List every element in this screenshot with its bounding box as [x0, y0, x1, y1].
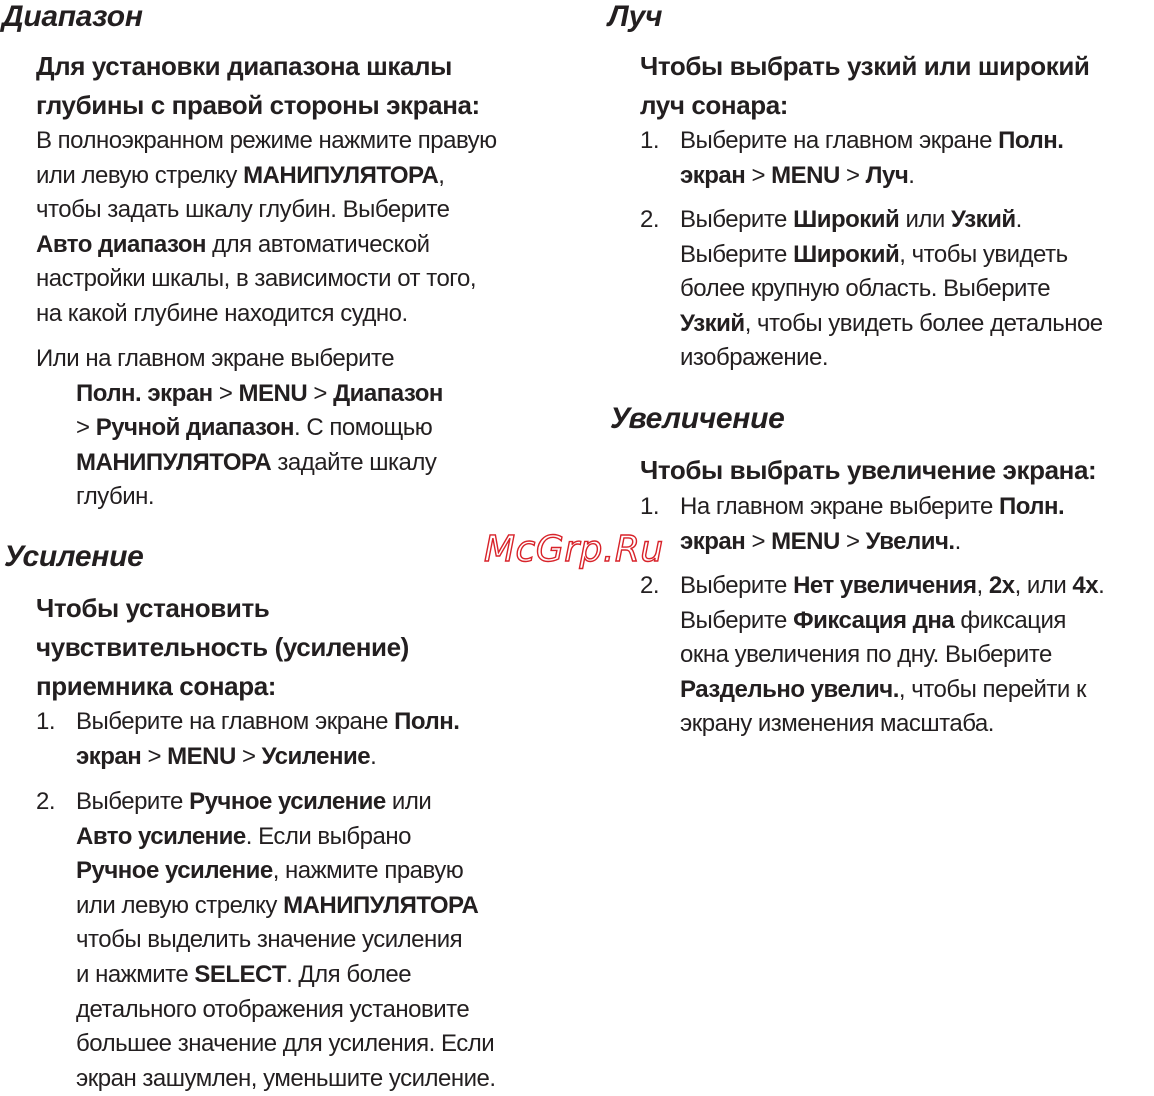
range-subtitle-line1: Для установки диапазона шкалы — [36, 51, 452, 81]
text: > — [307, 379, 334, 407]
text: Выберите — [680, 572, 794, 599]
text: Выберите — [76, 788, 190, 815]
text: для автоматической — [206, 230, 430, 258]
beam-subtitle-line1: Чтобы выбрать узкий или широкий — [640, 51, 1090, 81]
zoom-subtitle-line1: Чтобы выбрать увеличение экрана: — [640, 455, 1097, 485]
ui-term: МАНИПУЛЯТОРА — [283, 891, 479, 919]
text: . С помощью — [294, 414, 433, 442]
ui-term: экран — [76, 742, 142, 770]
text: , нажмите правую — [272, 857, 464, 885]
ui-term: Нет увеличения — [793, 572, 977, 599]
ui-term: экран — [680, 161, 746, 189]
gain-step-1 — [36, 705, 576, 774]
zoom-step-1 — [640, 490, 1154, 559]
step-number: 1. — [640, 127, 660, 154]
ui-term: Раздельно увелич. — [680, 675, 899, 703]
text: и нажмите — [76, 960, 195, 988]
text: На главном экране выберите — [680, 493, 999, 520]
text: . Для более — [286, 960, 412, 988]
text: > — [745, 527, 772, 555]
step-number: 1. — [640, 493, 660, 520]
text: , — [438, 161, 445, 189]
text: , чтобы перейти к — [898, 675, 1086, 703]
ui-term: Ручное усиление — [76, 857, 273, 885]
range-paragraph-2 — [36, 342, 576, 515]
step-number: 2. — [640, 206, 660, 233]
zoom-subtitle — [640, 451, 1096, 490]
gain-step-2 — [36, 785, 576, 1096]
text: . — [370, 742, 377, 770]
text: Выберите — [680, 206, 794, 233]
text: экрану изменения масштаба. — [680, 710, 994, 738]
text: экран зашумлен, уменьшите усиление. — [76, 1064, 496, 1092]
text: детального отображения установите — [76, 995, 470, 1023]
text: . — [954, 527, 961, 555]
zoom-title: Увеличение — [610, 402, 785, 435]
text: Выберите на главном экране — [680, 127, 999, 154]
text: Выберите на главном экране — [76, 708, 395, 735]
text: . — [1098, 572, 1105, 599]
text: глубин. — [76, 483, 155, 511]
text: В полноэкранном режиме нажмите правую — [36, 127, 497, 154]
range-title: Диапазон — [2, 0, 143, 33]
text: фиксация — [954, 606, 1066, 634]
ui-term: Ручное усиление — [189, 788, 386, 815]
gain-subtitle-line2: чувствительность (усиление) — [36, 632, 409, 662]
ui-term: Полн. — [998, 493, 1065, 520]
text: или левую стрелку — [36, 161, 244, 189]
range-paragraph-1 — [36, 124, 576, 332]
text: чтобы задать шкалу глубин. Выберите — [36, 196, 450, 224]
text: или левую стрелку — [76, 891, 284, 919]
text: > — [839, 161, 866, 189]
text: > — [212, 379, 239, 407]
beam-section — [608, 0, 662, 34]
ui-term: Авто диапазон — [36, 230, 206, 258]
beam-step-2 — [640, 203, 1154, 376]
zoom-step-2 — [640, 569, 1154, 742]
text: . Если выбрано — [245, 822, 411, 850]
text: > — [235, 742, 262, 770]
text: или — [899, 206, 951, 233]
range-subtitle — [36, 47, 480, 125]
ui-term: Диапазон — [333, 379, 443, 407]
text: окна увеличения по дну. Выберите — [680, 641, 1052, 669]
gain-section — [4, 540, 144, 574]
ui-term: Луч — [865, 161, 909, 189]
ui-term: Широкий — [793, 240, 900, 268]
text: на какой глубине находится судно. — [36, 299, 408, 327]
ui-term: экран — [680, 527, 746, 555]
text: Выберите — [680, 240, 794, 268]
text: , или — [1014, 572, 1073, 599]
beam-subtitle-line2: луч сонара: — [640, 90, 789, 120]
ui-term: Широкий — [793, 206, 900, 233]
ui-term: Авто усиление — [76, 822, 246, 850]
text: изображение. — [680, 344, 829, 372]
text: настройки шкалы, в зависимости от того, — [36, 265, 477, 293]
text: задайте шкалу — [271, 448, 437, 476]
text: более крупную область. Выберите — [680, 275, 1051, 303]
ui-term: MENU — [167, 742, 236, 770]
ui-term: Полн. экран — [76, 379, 213, 407]
ui-term: Увелич. — [865, 527, 955, 555]
beam-title: Луч — [608, 0, 663, 33]
ui-term: Фиксация дна — [793, 606, 955, 634]
text: > — [839, 527, 866, 555]
ui-term: Узкий — [950, 206, 1016, 233]
gain-subtitle-line1: Чтобы установить — [36, 593, 270, 623]
text: Выберите — [680, 606, 794, 634]
zoom-section — [610, 402, 785, 436]
text: большее значение для усиления. Если — [76, 1030, 495, 1058]
text: , чтобы увидеть — [899, 240, 1068, 268]
ui-term: MENU — [771, 527, 840, 555]
ui-term: MENU — [238, 379, 308, 407]
range-subtitle-line2: глубины с правой стороны экрана: — [36, 90, 480, 120]
ui-term: МАНИПУЛЯТОРА — [76, 448, 272, 476]
gain-title: Усиление — [4, 540, 144, 573]
watermark: McGrp.Ru — [484, 529, 664, 570]
ui-term: Полн. — [998, 127, 1064, 154]
ui-term: Узкий — [680, 309, 745, 337]
step-number: 1. — [36, 708, 56, 735]
text: Или на главном экране выберите — [36, 345, 395, 372]
ui-term: Полн. — [394, 708, 460, 735]
ui-term: MENU — [771, 161, 840, 189]
text: > — [141, 742, 168, 770]
range-section — [2, 0, 143, 34]
ui-term: Ручной диапазон — [95, 414, 295, 442]
text: чтобы выделить значение усиления — [76, 926, 463, 954]
ui-term: Усиление — [261, 742, 371, 770]
step-number: 2. — [640, 572, 660, 599]
ui-term: 2x — [988, 572, 1015, 599]
gain-subtitle — [36, 589, 409, 706]
step-number: 2. — [36, 788, 56, 815]
text: . — [908, 161, 915, 189]
text: , — [976, 572, 989, 599]
beam-subtitle — [640, 47, 1090, 125]
text: > — [745, 161, 772, 189]
text: или — [385, 788, 432, 815]
gain-subtitle-line3: приемника сонара: — [36, 671, 277, 701]
ui-term: 4x — [1072, 572, 1099, 599]
beam-step-1 — [640, 124, 1154, 193]
ui-term: SELECT — [194, 960, 287, 988]
text: > — [76, 414, 96, 442]
ui-term: МАНИПУЛЯТОРА — [243, 161, 439, 189]
text: . — [1015, 206, 1022, 233]
text: , чтобы увидеть более детальное — [744, 309, 1103, 337]
